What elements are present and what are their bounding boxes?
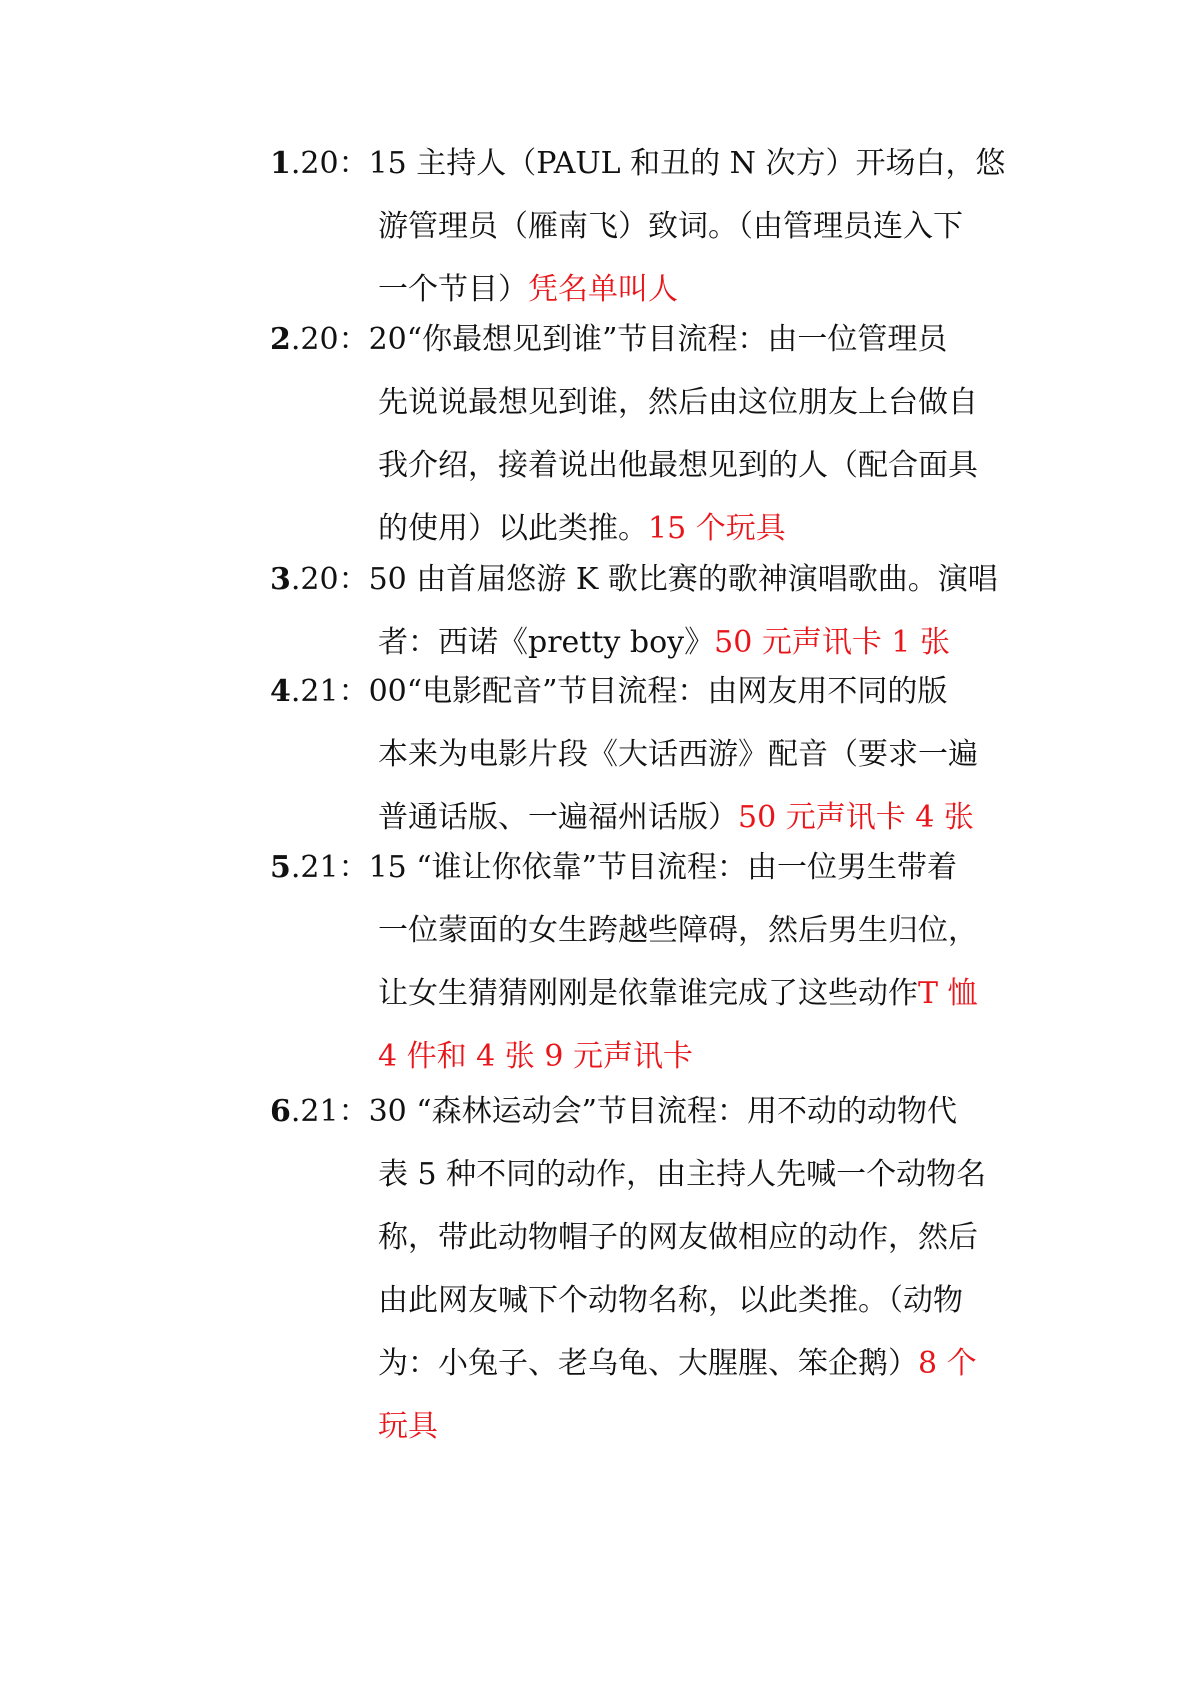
item-line [270,1080,1030,1143]
item-prize-note: 15 个玩具 [648,511,786,546]
item-line [270,962,1030,1025]
item-line [270,1395,1030,1458]
item-text: 普通话版、一遍福州话版） [378,800,738,835]
item-text: .20：50 由首届悠游 K 歌比赛的歌神演唱歌曲。演唱 [290,562,998,597]
item-line [270,1269,1030,1332]
item-text: 称，带此动物帽子的网友做相应的动作，然后 [378,1220,978,1255]
item-text: 表 5 种不同的动作，由主持人先喊一个动物名 [378,1157,987,1192]
item-line [270,371,1030,434]
item-prize-note: 凭名单叫人 [528,272,678,307]
item-text: 让女生猜猜刚刚是依靠谁完成了这些动作 [378,976,918,1011]
item-prize-note: 4 件和 4 张 9 元声讯卡 [378,1039,693,1074]
item-text: 为：小兔子、老乌龟、大腥腥、笨企鹅） [378,1346,918,1381]
item-line [270,1143,1030,1206]
program-item-6 [270,1080,1030,1458]
item-text: 游管理员（雁南飞）致词。（由管理员连入下 [378,209,963,244]
item-prize-note: 50 元声讯卡 1 张 [714,625,950,660]
item-text: 先说说最想见到谁，然后由这位朋友上台做自 [378,385,978,420]
item-text: 本来为电影片段《大话西游》配音（要求一遍 [378,737,978,772]
item-line [270,195,1030,258]
item-text: 的使用）以此类推。 [378,511,648,546]
program-item-2 [270,308,1030,560]
item-line [270,836,1030,899]
item-line [270,660,1030,723]
item-prize-note: T 恤 [918,976,978,1011]
item-line [270,1025,1030,1088]
item-number: 5 [270,850,291,885]
item-text: 一位蒙面的女生跨越些障碍，然后男生归位， [378,913,978,948]
item-line [270,899,1030,962]
item-line [270,308,1030,371]
item-text: 由此网友喊下个动物名称，以此类推。（动物 [378,1283,963,1318]
item-line [270,434,1030,497]
item-line [270,723,1030,786]
item-line [270,548,1030,611]
item-text: 我介绍，接着说出他最想见到的人（配合面具 [378,448,978,483]
item-line [270,1206,1030,1269]
item-line [270,1332,1030,1395]
item-number: 2 [270,322,291,357]
item-text: .20：15 主持人（PAUL 和丑的 N 次方）开场白，悠 [290,146,1006,181]
program-item-5 [270,836,1030,1088]
item-text: .21：00“电影配音”节目流程：由网友用不同的版 [290,674,948,709]
program-item-4 [270,660,1030,849]
item-text: .21：15 “谁让你依靠”节目流程：由一位男生带着 [290,850,957,885]
item-prize-note: 玩具 [378,1409,438,1444]
item-number: 1 [270,146,291,181]
program-item-1 [270,132,1030,321]
item-number: 6 [270,1094,291,1129]
item-line [270,132,1030,195]
item-number: 4 [270,674,291,709]
program-item-3 [270,548,1030,674]
item-text: .20：20“你最想见到谁”节目流程：由一位管理员 [290,322,948,357]
item-text: 者：西诺《pretty boy》 [378,625,715,660]
item-text: .21：30 “森林运动会”节目流程：用不动的动物代 [290,1094,957,1129]
item-text: 一个节目） [378,272,528,307]
item-prize-note: 50 元声讯卡 4 张 [738,800,974,835]
item-prize-note: 8 个 [918,1346,977,1381]
item-number: 3 [270,562,291,597]
